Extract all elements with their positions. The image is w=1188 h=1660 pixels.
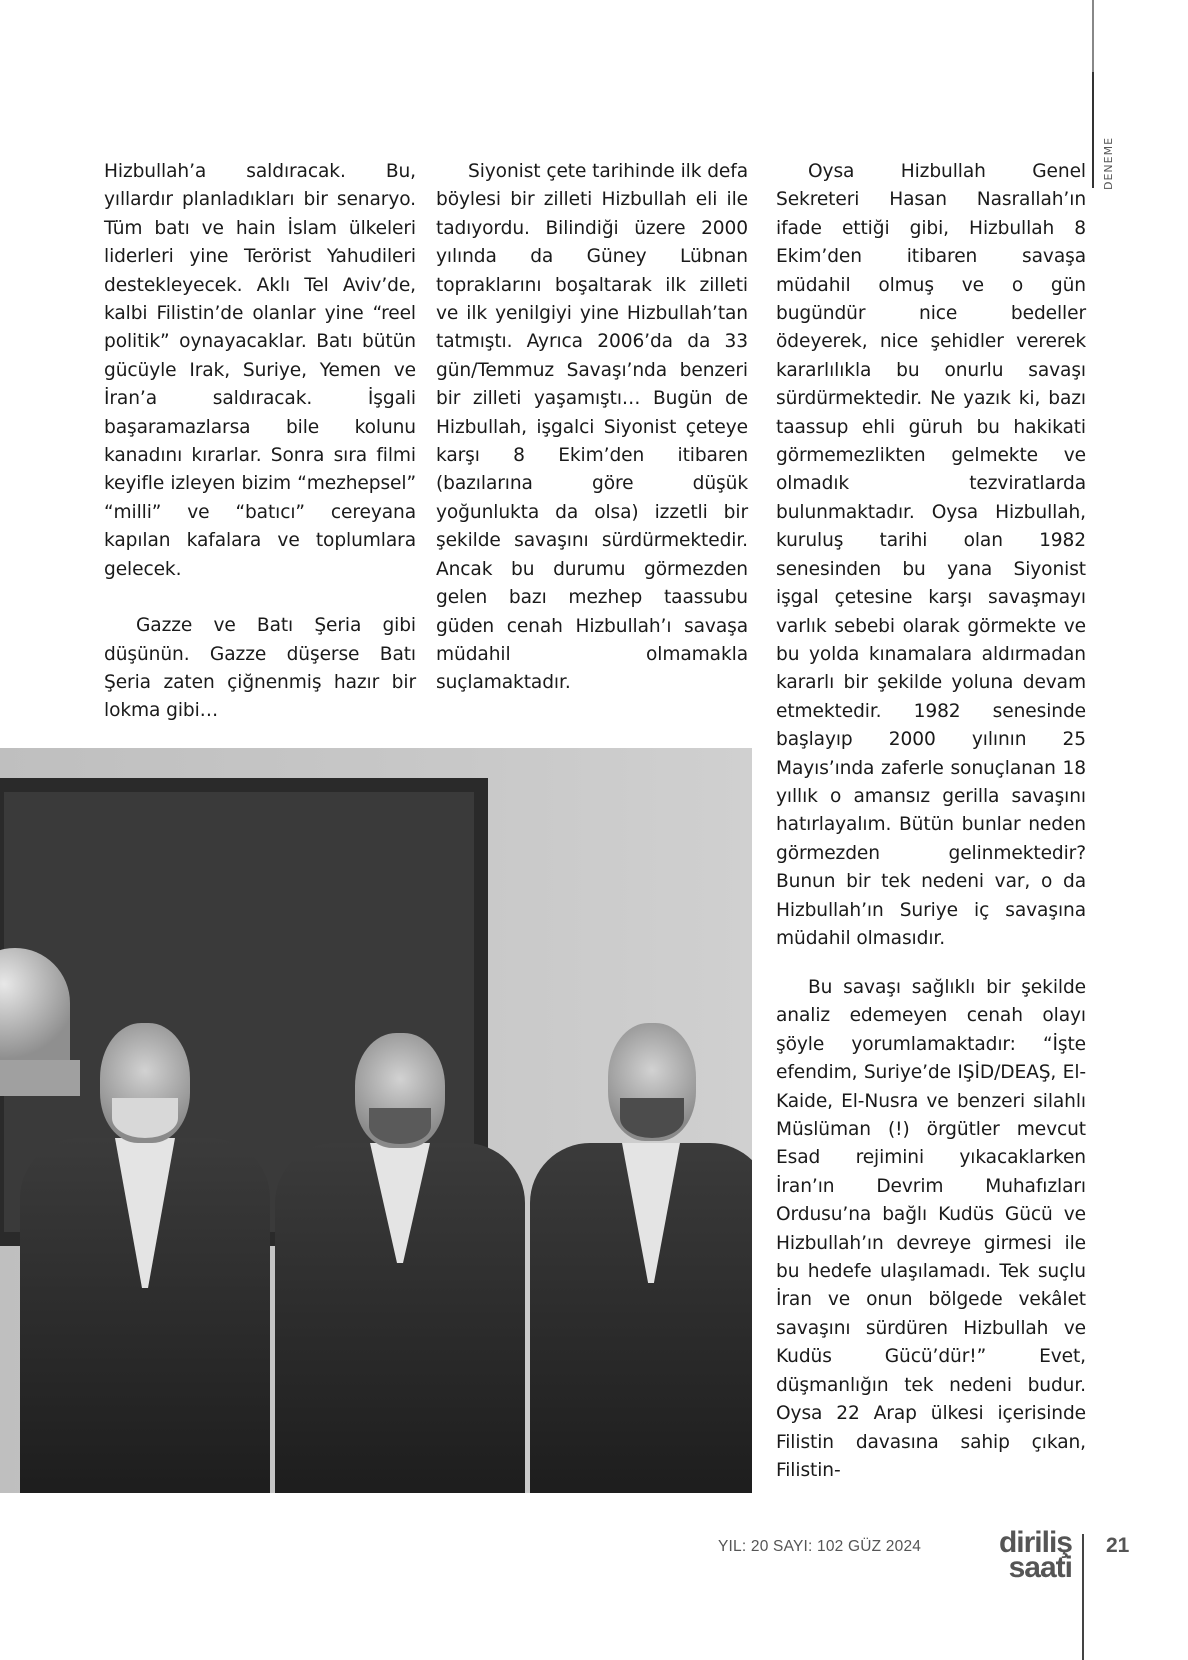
article-column-3-continued [776, 974, 1086, 1485]
paragraph: Oysa Hizbullah Genel Sekreteri Hasan Nasrallah’ın ifade ettiği gibi, Hizbullah 8 Ekim’den itibaren savaşa müdahil olmuş ve o gün bugündür nice bedeller ödeyerek, nice şehidler vererek kararlılıkla bu onurlu savaşı sürdürmektedir. Ne yazık ki, bazı taassup ehli güruh bu hakikati görmemezlikten gelmekte ve olmadık tezviratlarda bulunmaktadır. Oysa Hizbullah, kuruluş tarihi olan 1982 senesinden bu yana Siyonist işgal çetesine karşı savaşmayı varlık sebebi olarak görmekte ve bu yolda kınamalara aldırmadan kararlı bir şekilde yoluna devam etmektedir. 1982 senesinde başlayıp 2000 yılının 25 Mayıs’ında zaferle sonuçlanan 18 yıllık o amansız gerilla savaşını hatırlayalım. Bütün bunlar neden görmezden gelinmektedir? Bunun bir tek nedeni var, o da Hizbullah’ın Suriye iç savaşına müdahil olmasıdır. [776, 161, 1086, 949]
page-number: 21 [1106, 1534, 1130, 1557]
section-label: DENEME [1102, 136, 1115, 190]
paragraph: Siyonist çete tarihinde ilk defa böylesi bir zilleti Hizbullah eli ile tadıyordu. Bilindiği üzere 2000 yılında da Güney Lübnan topraklarını boşaltarak ilk zilleti ve ilk yenilgiyi yine Hizbullah’tan tatmıştı. Ayrıca 2006’da da 33 gün/Temmuz Savaşı’nda benzeri bir zilleti yaşamıştı… Bugün de Hizbullah, işgalci Siyonist çeteye karşı 8 Ekim’den itibaren (bazılarına göre düşük yoğunlukta da olsa) izzetli bir şekilde savaşını sürdürmektedir. Ancak bu durumu görmezden gelen bazı mezhep taassubu güden cenah Hizbullah’ı savaşa müdahil olmamakla suçlamaktadır. [436, 161, 748, 694]
article-column-3 [776, 158, 1086, 953]
person-right [530, 978, 752, 1493]
article-photo [0, 748, 752, 1493]
section-rule [1092, 0, 1094, 188]
person-center [275, 998, 525, 1493]
paragraph: Bu savaşı sağlıklı bir şekilde analiz edemeyen cenah olayı şöyle yorumlamaktadır: “İşte efendim, Suriye’de IŞİD/DEAŞ, El-Kaide, El-Nusra ve benzeri silahlı Müslüman (!) örgütler mevcut Esad rejimini yıkacaklarken İran’ın Devrim Muhafızları Ordusu’na bağlı Kudüs Gücü ve Hizbullah’ın devreye girmesi ile bu hedefe ulaşılamadı. Tek suçlu İran ve onun bölgede vekâlet savaşını sürdüren Hizbullah ve Kudüs Gücü’dür!” Evet, düşmanlığın tek nedeni budur. Oysa 22 Arap ülkesi içerisinde Filistin davasına sahip çıkan, Filistin- [776, 977, 1086, 1481]
paragraph: Gazze ve Batı Şeria gibi düşünün. Gazze düşerse Batı Şeria zaten çiğnenmiş hazır bir lokma gibi… [104, 615, 416, 722]
person-left [20, 988, 270, 1493]
article-column-1 [104, 158, 416, 726]
article-column-2 [436, 158, 748, 698]
magazine-logo: diriliş saati [998, 1526, 1072, 1584]
footer-divider [1082, 1534, 1084, 1660]
issue-info: YIL: 20 SAYI: 102 GÜZ 2024 [718, 1538, 922, 1555]
paragraph: Hizbullah’a saldıracak. Bu, yıllardır planladıkları bir senaryo. Tüm batı ve hain İslam ülkeleri liderleri yine Terörist Yahudileri destekleyecek. Aklı Tel Aviv’de, kalbi Filistin’de olanlar yine “reel politik” oynayacaklar. Batı bütün gücüyle Irak, Suriye, Yemen ve İran’a saldıracak. İşgali başaramazlarsa bile kolunu kanadını kırarlar. Sonra sıra filmi keyifle izleyen bizim “mezhepsel” “milli” ve “batıcı” cereyana kapılan kafalara ve toplumlara gelecek. [104, 161, 416, 580]
